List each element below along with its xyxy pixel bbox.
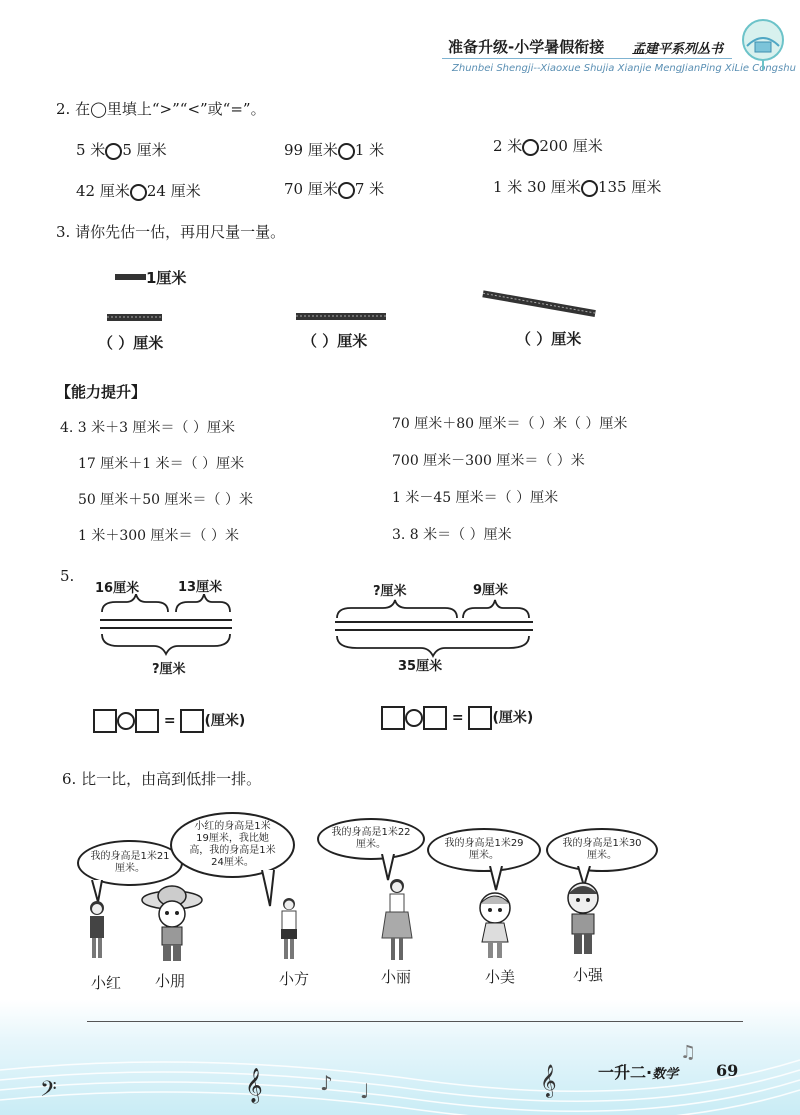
svg-text:♩: ♩: [360, 1079, 370, 1103]
d1-top-b: 13厘米: [178, 580, 223, 595]
equation-1: = (厘米): [93, 709, 245, 733]
svg-text:𝄞: 𝄞: [540, 1064, 557, 1097]
q2-item-5: 70 厘米 7 米: [284, 180, 385, 198]
girl-xiaomei-cartoon: [474, 892, 516, 962]
answer-box[interactable]: [180, 709, 204, 733]
d1-bottom: ?厘米: [152, 662, 186, 677]
girl-xiaohong-figure: [84, 898, 110, 964]
compare-circle[interactable]: [522, 139, 539, 156]
speech-bubble-2: 小红的身高是1米19厘米，我比她高，我的身高是1米24厘米。: [170, 812, 295, 878]
speech-bubble-1: 我的身高是1米21厘米。: [77, 840, 183, 886]
compare-circle[interactable]: [581, 180, 598, 197]
operator-circle[interactable]: [117, 712, 135, 730]
operator-circle[interactable]: [405, 709, 423, 727]
q4-right-1: 70 厘米＋80 厘米＝（ ）米（ ）厘米: [392, 416, 628, 432]
header-rule: [442, 58, 732, 59]
boy-xiaoqiang-cartoon: [562, 880, 604, 960]
answer-box[interactable]: [93, 709, 117, 733]
reference-label: 1厘米: [146, 269, 187, 287]
measure-bar-3-slanted: [478, 286, 602, 322]
name-xiaomei: 小美: [485, 968, 516, 986]
boy-xiaopeng-cartoon: [140, 884, 204, 966]
q2-item-1: 5 米 5 厘米: [76, 141, 167, 159]
q4-left-4: 1 米＋300 厘米＝（ ）米: [78, 528, 239, 544]
d2-top-a: ?厘米: [373, 584, 407, 599]
q3-title: 3. 请你先估一估，再用尺量一量。: [56, 223, 286, 241]
answer-box[interactable]: [135, 709, 159, 733]
compare-circle[interactable]: [338, 143, 355, 160]
compare-circle[interactable]: [338, 182, 355, 199]
q6-title: 6. 比一比，由高到低排一排。: [62, 770, 262, 788]
svg-text:♫: ♫: [680, 1042, 697, 1063]
q4-left-1: 4. 3 米＋3 厘米＝（ ）厘米: [60, 420, 235, 436]
name-xiaofang: 小方: [279, 970, 310, 988]
q3-answer-1[interactable]: （ ）厘米: [98, 334, 164, 352]
svg-text:𝄢: 𝄢: [40, 1077, 57, 1107]
music-staff-decoration: [0, 1040, 800, 1115]
speech-bubble-3: 我的身高是1米22厘米。: [317, 818, 425, 860]
q4-left-2: 17 厘米＋1 米＝（ ）厘米: [78, 456, 245, 472]
measure-bar-2: [292, 309, 392, 323]
speech-bubble-4: 我的身高是1米29厘米。: [427, 828, 541, 872]
q2-title: 2. 在◯里填上“>”“<”或“=”。: [56, 100, 266, 118]
footer-subject: 数学: [652, 1067, 679, 1082]
footer-label: 一升二·数学: [598, 1063, 679, 1082]
speech-bubble-5: 我的身高是1米30厘米。: [546, 828, 658, 872]
q3-answer-2[interactable]: （ ）厘米: [302, 332, 368, 350]
svg-text:♪: ♪: [320, 1071, 333, 1095]
q4-left-3: 50 厘米＋50 厘米＝（ ）米: [78, 492, 253, 508]
section-heading: 【能力提升】: [56, 383, 147, 401]
name-xiaohong: 小红: [91, 974, 122, 992]
q4-right-3: 1 米－45 厘米＝（ ）厘米: [392, 490, 559, 506]
compare-circle[interactable]: [130, 184, 147, 201]
q2-item-2: 99 厘米 1 米: [284, 141, 385, 159]
girl-xiaoli-figure: [380, 876, 414, 966]
segment-diagram-1: [96, 594, 236, 656]
svg-text:𝄞: 𝄞: [245, 1068, 263, 1103]
answer-box[interactable]: [468, 706, 492, 730]
answer-line: [87, 1021, 743, 1022]
name-xiaoli: 小丽: [381, 968, 412, 986]
girl-xiaofang-figure: [276, 895, 302, 965]
bubble-tail-4: [488, 866, 508, 892]
name-xiaopeng: 小朋: [155, 972, 186, 990]
reference-bar: [115, 274, 146, 280]
d1-top-a: 16厘米: [95, 581, 140, 596]
q4-right-2: 700 厘米－300 厘米＝（ ）米: [392, 453, 585, 469]
q2-item-6: 1 米 30 厘米 135 厘米: [493, 178, 662, 196]
equation-2: = (厘米): [381, 706, 533, 730]
q2-item-4: 42 厘米 24 厘米: [76, 182, 201, 200]
header-pinyin: Zhunbei Shengji--Xiaoxue Shujia Xianjie MengJianPing XiLie Congshu: [452, 63, 796, 74]
footer-grade: 一升二: [598, 1063, 647, 1082]
answer-box[interactable]: [423, 706, 447, 730]
segment-diagram-2: [333, 598, 537, 660]
name-xiaoqiang: 小强: [573, 966, 604, 984]
d2-bottom: 35厘米: [398, 659, 443, 674]
d2-top-b: 9厘米: [473, 583, 509, 598]
page-number: 69: [716, 1061, 739, 1080]
globe-logo-icon: [738, 16, 788, 72]
q4-right-4: 3. 8 米＝（ ）厘米: [392, 527, 512, 543]
compare-circle[interactable]: [105, 143, 122, 160]
header-title: 准备升级-小学暑假衔接: [448, 38, 605, 56]
answer-box[interactable]: [381, 706, 405, 730]
q2-item-3: 2 米 200 厘米: [493, 137, 603, 155]
header-series: 孟建平系列丛书: [632, 42, 724, 57]
q5-number: 5.: [60, 567, 75, 585]
measure-bar-1: [105, 310, 165, 324]
q3-answer-3[interactable]: （ ）厘米: [516, 330, 582, 348]
